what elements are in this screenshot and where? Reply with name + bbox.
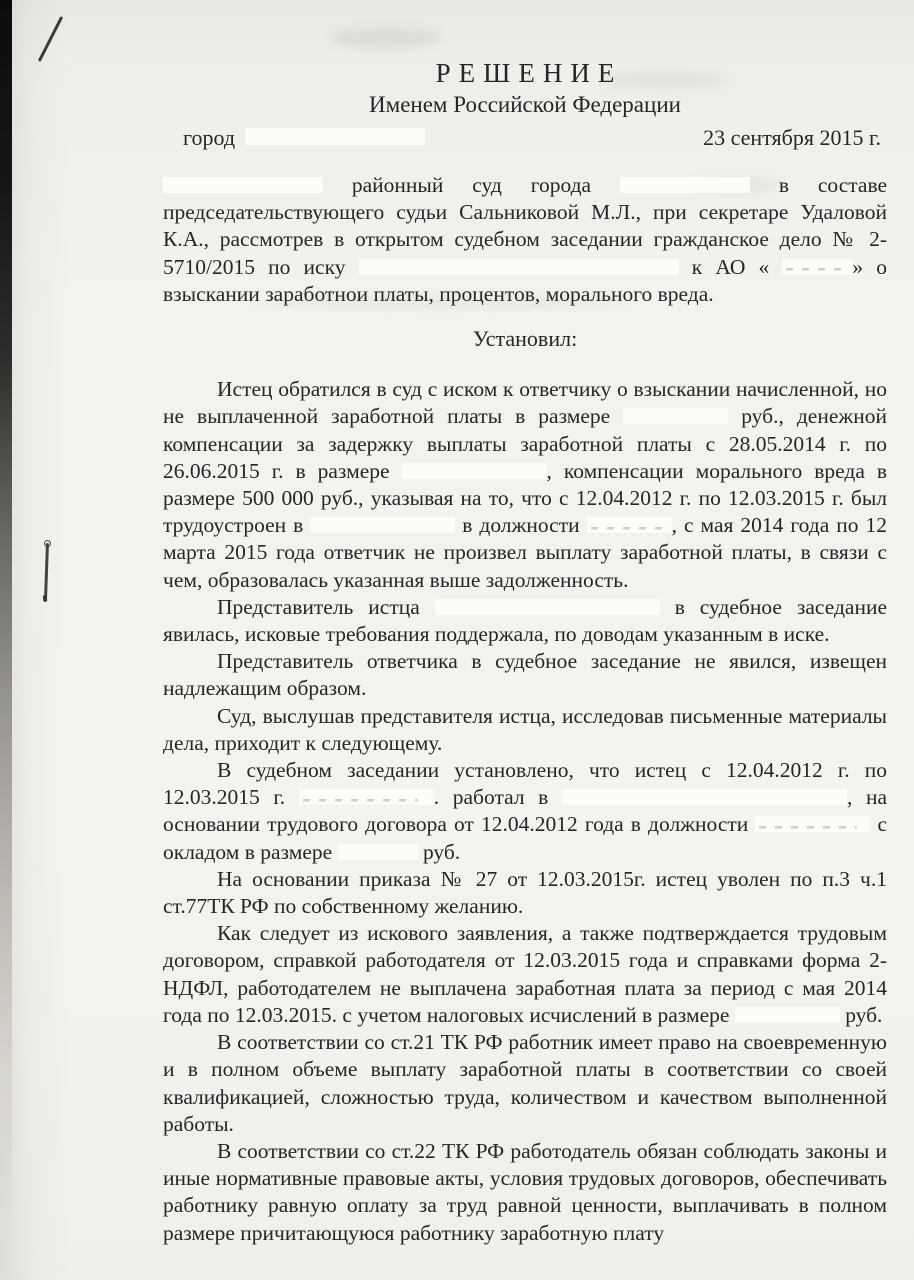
document (163, 58, 887, 1247)
pen-mark-corner (38, 16, 63, 62)
section-heading: Установил: (472, 326, 578, 352)
document-title: РЕШЕНИЕ (435, 58, 623, 88)
dateline (163, 125, 887, 151)
decision-date: 23 сентября 2015 г. (703, 125, 881, 150)
redaction-box (587, 517, 672, 533)
redaction-box (435, 599, 660, 615)
plaintiff-representative: Представитель истца в судебное заседание явилась, исковые требования поддержала, по доводам указанным в иске. (163, 594, 888, 647)
labor-code-article-21: В соответствии со ст.21 ТК РФ работник имеет право на своевременную и в полном объеме выплату заработной платы в соответствии со своей квалификацией, сложностью труда, количеством и качеством выполненной работы. (163, 1030, 887, 1136)
scan-edge-shadow (0, 0, 12, 1280)
redaction-box (562, 789, 847, 805)
redaction-box (163, 177, 323, 193)
employment-findings: В судебном заседании установлено, что истец с 12.04.2012 г. по 12.03.2015 г. . работал в , на основании трудового договора от 12.04.2012 года в должности с окладом в размере руб. (163, 758, 888, 864)
redaction-box (359, 259, 679, 275)
redaction-box (755, 816, 870, 832)
dismissal-order: На основании приказа № 27 от 12.03.2015г. истец уволен по п.3 ч.1 ст.77ТК РФ по собственному желанию. (163, 866, 887, 919)
defendant-representative: Представитель ответчика в судебное заседание не явился, извещен надлежащим образом. (163, 649, 887, 701)
document-body (163, 172, 887, 1247)
court-composition: районный суд города в составе председательствующего судьи Сальниковой М.Л., при секретаре Удаловой К.А., рассмотрев в открытом судебном заседании гражданское дело № 2-5710/2015 по иску к АО « » о взыскании заработнои платы, процентов, морального вреда. (163, 173, 888, 306)
redaction-box (299, 789, 434, 805)
redaction-box (402, 463, 547, 479)
scan-smudge (330, 28, 440, 48)
document-subtitle: Именем Российской Федерации (369, 92, 681, 117)
unpaid-salary-evidence: Как следует из искового заявления, а также подтверждается трудовым договором, справкой работодателя от 12.03.2015 года и справками форма 2-НДФЛ, работодателем не выплачена заработная плата за период с мая 2014 года по 12.03.2015. с учетом налоговых исчислений в размере руб. (163, 921, 887, 1027)
redaction-box (620, 177, 750, 193)
redaction-box (245, 128, 425, 145)
city-label: город (183, 125, 236, 150)
redaction-box (310, 517, 455, 533)
redaction-box (782, 259, 852, 275)
court-consideration: Суд, выслушав представителя истца, исследовав письменные материалы дела, приходит к следующему. (163, 703, 887, 755)
labor-code-article-22: В соответствии со ст.22 ТК РФ работодатель обязан соблюдать законы и иные нормативные правовые акты, условия трудовых договоров, обеспечивать работнику равную оплату за труд равной ценности, выплачивать в полном размере причитающуюся работнику заработную плату (163, 1138, 887, 1245)
redaction-box (623, 408, 728, 424)
claim-statement: Истец обратился в суд с иском к ответчику о взыскании начисленной, но не выплаченной заработной платы в размере руб., денежной компенсации за задержку выплаты заработной платы с 28.05.2014 г. по 26.06.2015 г. в размере , компенсации морального вреда в размере 500 000 руб., указывая на то, что с 12.04.2012 г. по 12.03.2015 г. был трудоустроен в в должности , с мая 2014 года по 12 марта 2015 года ответчик не произвел выплату заработной платы, в связи с чем, образовалась указанная выше задолженность. (163, 377, 888, 592)
redaction-box (338, 844, 418, 860)
pen-mark-margin (44, 543, 48, 599)
redaction-box (735, 1007, 840, 1023)
